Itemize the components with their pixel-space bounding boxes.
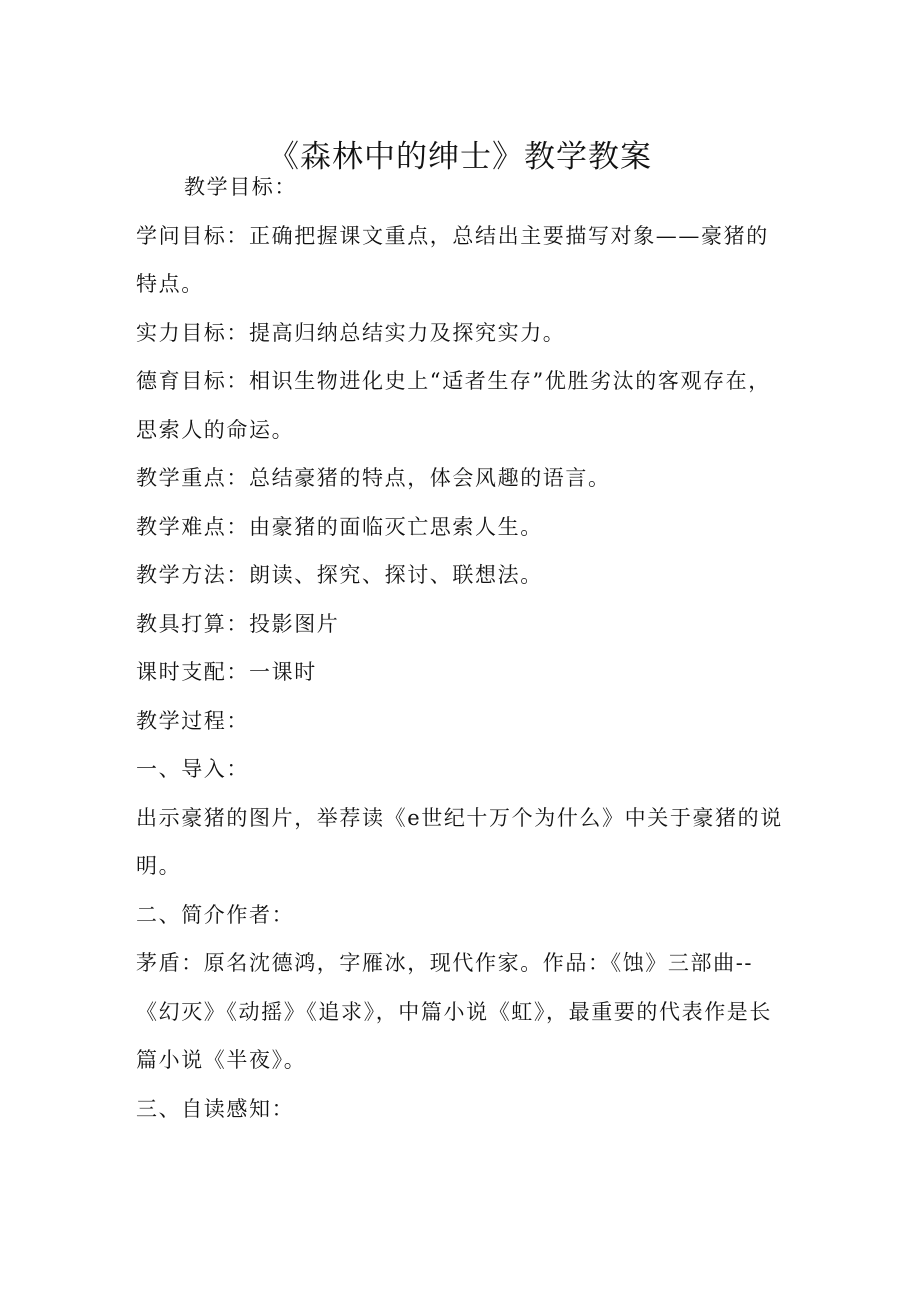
ability-goal: 实力目标：提高归纳总结实力及探究实力。 <box>136 320 566 345</box>
teaching-focus: 教学重点：总结豪猪的特点，体会风趣的语言。 <box>136 466 611 490</box>
author-text: 茅盾：原名沈德鸿，字雁冰，现代作家。作品：《蚀》三部曲--《幻灭》《动摇》《追求》，中篇小说《虹》，最重要的代表作是长篇小说《半夜》。 <box>136 951 772 1072</box>
class-hours: 课时支配：一课时 <box>136 660 317 684</box>
section-introduction-heading: 一、导入： <box>136 757 249 781</box>
document-body <box>136 163 786 1133</box>
moral-goal: 德育目标：相识生物进化史上“适者生存”优胜劣汰的客观存在，思索人的命运。 <box>136 369 771 442</box>
teaching-goals-heading: 教学目标： <box>184 175 297 199</box>
teaching-process-heading: 教学过程： <box>136 708 249 733</box>
knowledge-goal: 学问目标：正确把握课文重点，总结出主要描写对象——豪猪的特点。 <box>136 223 769 296</box>
introduction-text: 出示豪猪的图片，举荐读《e世纪十万个为什么》中关于豪猪的说明。 <box>136 805 783 878</box>
section-self-reading-heading: 三、自读感知： <box>136 1096 295 1121</box>
teaching-tools: 教具打算：投影图片 <box>136 611 340 636</box>
document-title: 《森林中的绅士》教学教案 <box>268 138 652 175</box>
teaching-difficulty: 教学难点：由豪猪的面临灭亡思索人生。 <box>136 514 543 539</box>
section-author-heading: 二、简介作者： <box>136 902 295 927</box>
teaching-method: 教学方法：朗读、探究、探讨、联想法。 <box>136 563 543 587</box>
